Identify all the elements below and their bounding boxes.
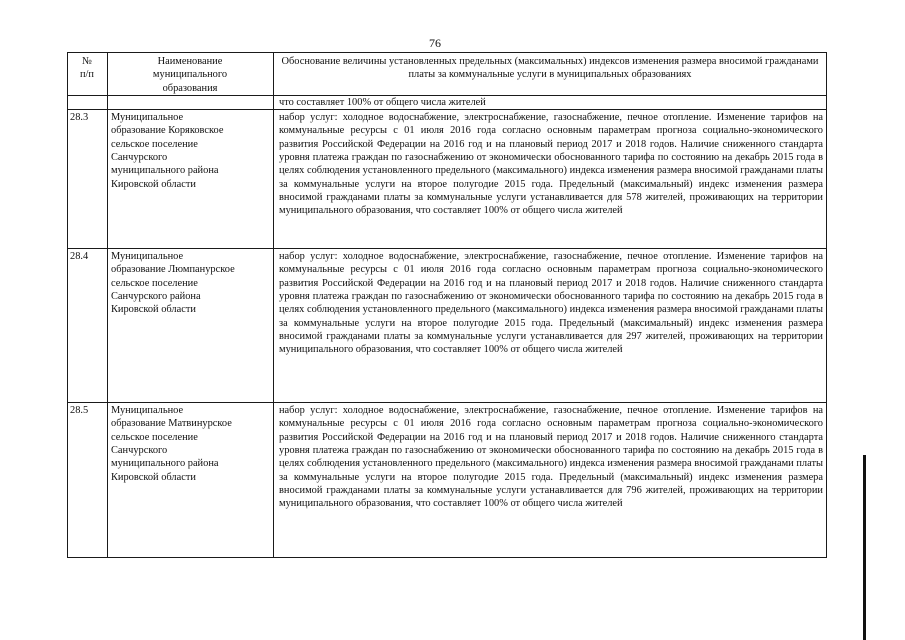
header-municipality-name: Наименование муниципального образования (108, 53, 274, 96)
table-header-row (68, 53, 827, 96)
page-number: 76 (429, 36, 441, 50)
row-number: 28.5 (68, 403, 108, 558)
header-number: № п/п (68, 53, 108, 96)
continuation-text: что составляет 100% от общего числа жителей (274, 95, 827, 109)
table-row (68, 403, 827, 558)
continuation-empty-num (68, 95, 108, 109)
row-number: 28.4 (68, 249, 108, 403)
table-row (68, 249, 827, 403)
table-row (68, 110, 827, 249)
municipality-name: Муниципальное образование Коряковское сельское поселение Санчурского муниципального района Кировской области (108, 110, 274, 249)
tariff-justification-table (67, 52, 827, 558)
municipality-name: Муниципальное образование Матвинурское сельское поселение Санчурского муниципального района Кировской области (108, 403, 274, 558)
header-justification: Обоснование величины установленных предельных (максимальных) индексов изменения размера вносимой гражданами платы за коммунальные услуги в муниципальных образованиях (274, 53, 827, 96)
scan-edge-mark (863, 455, 866, 640)
continuation-empty-name (108, 95, 274, 109)
row-number: 28.3 (68, 110, 108, 249)
justification-text: набор услуг: холодное водоснабжение, электроснабжение, газоснабжение, печное отопление. Изменение тарифов на коммунальные ресурсы с 01 июля 2016 года согласно основным параметрам прогноза социально-экономического развития Российской Федерации на 2016 год и на плановый период 2017 и 2018 годов. Наличие сниженного стандарта уровня платежа граждан по газоснабжению от экономически обоснованного тарифа по состоянию на декабрь 2015 года в целях соблюдения установленного предельного (максимального) индекса изменения размера вносимой гражданами платы за коммунальные услуги на второе полугодие 2015 года. Предельный (максимальный) индекс изменения размера вносимой гражданами платы за коммунальные услуги устанавливается для 796 жителей, проживающих на территории муниципального образования, что составляет 100% от общего числа жителей (274, 403, 827, 558)
municipality-name: Муниципальное образование Люмпанурское сельское поселение Санчурского района Кировской области (108, 249, 274, 403)
continuation-row (68, 95, 827, 109)
justification-text: набор услуг: холодное водоснабжение, электроснабжение, газоснабжение, печное отопление. Изменение тарифов на коммунальные ресурсы с 01 июля 2016 года согласно основным параметрам прогноза социально-экономического развития Российской Федерации на 2016 год и на плановый период 2017 и 2018 годов. Наличие сниженного стандарта уровня платежа граждан по газоснабжению от экономически обоснованного тарифа по состоянию на декабрь 2015 года в целях соблюдения установленного предельного (максимального) индекса изменения размера вносимой гражданами платы за коммунальные услуги на второе полугодие 2015 года. Предельный (максимальный) индекс изменения размера вносимой гражданами платы за коммунальные услуги устанавливается для 297 жителей, проживающих на территории муниципального образования, что составляет 100% от общего числа жителей (274, 249, 827, 403)
justification-text: набор услуг: холодное водоснабжение, электроснабжение, газоснабжение, печное отопление. Изменение тарифов на коммунальные ресурсы с 01 июля 2016 года согласно основным параметрам прогноза социально-экономического развития Российской Федерации на 2016 год и на плановый период 2017 и 2018 годов. Наличие сниженного стандарта уровня платежа граждан по газоснабжению от экономически обоснованного тарифа по состоянию на декабрь 2015 года в целях соблюдения установленного предельного (максимального) индекса изменения размера вносимой гражданами платы за коммунальные услуги на второе полугодие 2015 года. Предельный (максимальный) индекс изменения размера вносимой гражданами платы за коммунальные услуги устанавливается для 578 жителей, проживающих на территории муниципального образования, что составляет 100% от общего числа жителей (274, 110, 827, 249)
